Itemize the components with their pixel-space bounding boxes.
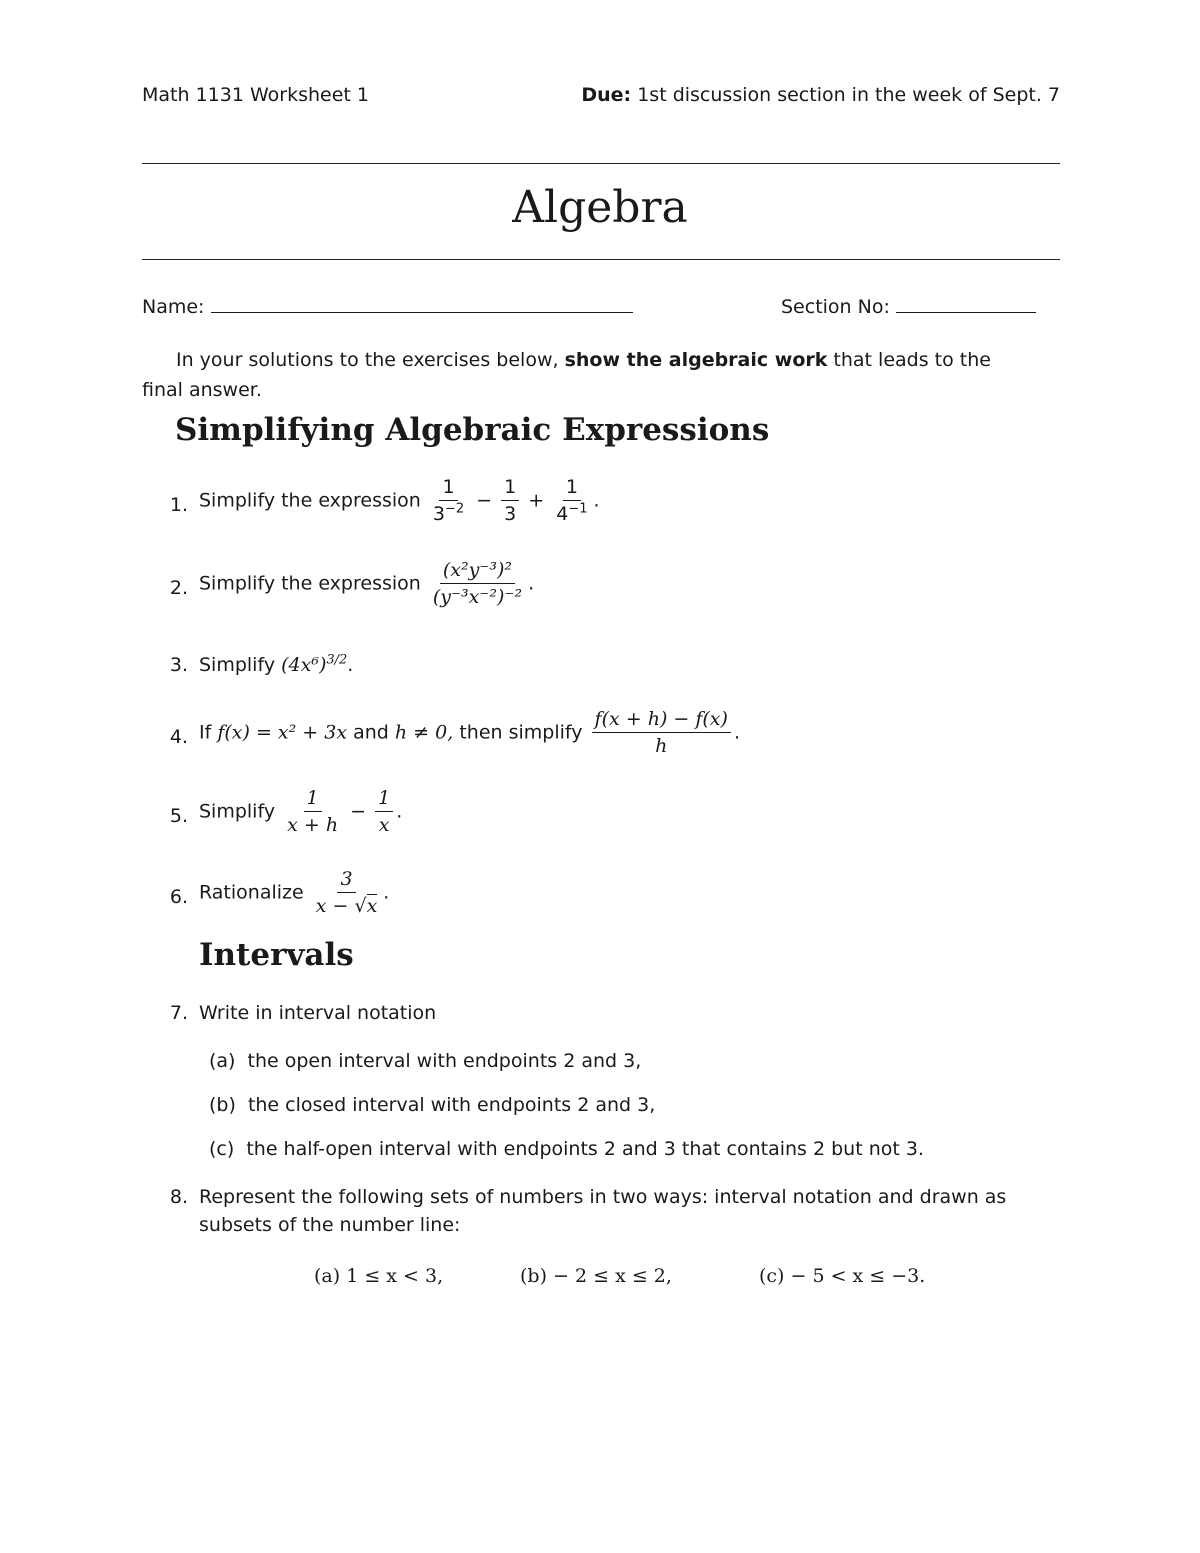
- then-text: then simplify: [459, 721, 583, 744]
- inequality-c: (c) − 5 < x ≤ −3.: [759, 1265, 926, 1287]
- problem-5-text: Simplify: [199, 800, 276, 823]
- denominator: x: [378, 814, 390, 836]
- numerator: f(x + h) − f(x): [592, 708, 731, 733]
- problem-2-text: Simplify the expression: [199, 572, 421, 595]
- denominator: x − √x: [315, 895, 378, 917]
- period: .: [396, 800, 403, 823]
- fraction: [313, 868, 381, 917]
- denominator-term: x −: [315, 895, 349, 917]
- problem-7-number: 7.: [169, 1002, 188, 1024]
- exponent: −1: [568, 501, 588, 517]
- name-field[interactable]: [142, 296, 633, 318]
- worksheet-label: Math 1131 Worksheet 1: [142, 84, 369, 106]
- denominator: [553, 501, 590, 525]
- numerator: 1: [501, 476, 519, 501]
- operator: −: [350, 800, 367, 823]
- name-blank[interactable]: [211, 312, 633, 313]
- sub-item-a: [209, 1050, 641, 1072]
- if-word: If: [199, 721, 212, 744]
- period: .: [383, 881, 390, 904]
- problem-1: [199, 476, 600, 525]
- period: .: [528, 572, 535, 595]
- problem-5: [199, 787, 402, 836]
- numerator: 1: [563, 476, 581, 501]
- denominator: [430, 501, 467, 525]
- problem-2: [199, 559, 534, 608]
- expression: (4x⁶): [281, 654, 327, 676]
- problem-6-text: Rationalize: [199, 881, 304, 904]
- top-rule: [142, 163, 1060, 164]
- section-heading-intervals: Intervals: [199, 937, 354, 973]
- problem-6: [199, 868, 389, 917]
- numerator: 1: [439, 476, 457, 501]
- problem-2-number: 2.: [169, 577, 188, 599]
- section-heading-simplifying: Simplifying Algebraic Expressions: [175, 412, 770, 448]
- numerator: (x²y⁻³)²: [440, 559, 515, 584]
- denominator: (y⁻³x⁻²)⁻²: [432, 586, 523, 608]
- fraction: [553, 476, 590, 525]
- fraction: [501, 476, 519, 525]
- problem-1-text: Simplify the expression: [199, 489, 421, 512]
- instructions-after: that leads to the: [833, 349, 991, 371]
- fraction: [375, 787, 393, 836]
- sub-item-c: [209, 1138, 924, 1160]
- instructions-before: In your solutions to the exercises below,: [176, 349, 559, 371]
- due-text: 1st discussion section in the week of Sept. 7: [637, 84, 1060, 106]
- sub-item-text: the closed interval with endpoints 2 and 3,: [247, 1094, 656, 1116]
- section-blank[interactable]: [896, 312, 1036, 313]
- instructions-line-1: [176, 349, 1060, 371]
- base: 3: [432, 503, 445, 525]
- problem-4-number: 4.: [169, 726, 188, 748]
- instructions-line-2: final answer.: [142, 379, 262, 401]
- denominator: h: [655, 735, 668, 757]
- operator: −: [476, 489, 493, 512]
- numerator: 3: [337, 868, 355, 893]
- period: .: [347, 654, 354, 676]
- inequality-b: (b) − 2 ≤ x ≤ 2,: [520, 1265, 672, 1287]
- inequality-a: (a) 1 ≤ x < 3,: [314, 1265, 444, 1287]
- and-word: and: [353, 721, 389, 744]
- exponent: −2: [444, 501, 465, 517]
- denominator: 3: [504, 503, 517, 525]
- name-label: Name:: [142, 296, 205, 318]
- numerator: 1: [375, 787, 393, 812]
- base: 4: [556, 503, 569, 525]
- problem-6-number: 6.: [169, 886, 188, 908]
- sub-item-b: [209, 1094, 655, 1116]
- problem-3-number: 3.: [169, 654, 188, 676]
- operator: +: [528, 489, 545, 512]
- fraction: [430, 559, 525, 608]
- sub-item-label: (a): [209, 1050, 236, 1072]
- problem-3-text: Simplify: [199, 654, 276, 676]
- sub-item-text: the half-open interval with endpoints 2 and 3 that contains 2 but not 3.: [246, 1138, 924, 1160]
- problem-8-line-1: Represent the following sets of numbers in two ways: interval notation and drawn as: [199, 1186, 1007, 1208]
- section-label: Section No:: [781, 296, 890, 318]
- problem-1-number: 1.: [169, 494, 188, 516]
- fraction: [592, 708, 731, 757]
- fraction: [430, 476, 467, 525]
- numerator: 1: [304, 787, 322, 812]
- due-line: [581, 84, 1060, 106]
- period: .: [733, 721, 740, 744]
- section-field[interactable]: [781, 296, 1036, 318]
- due-label: Due:: [581, 84, 632, 106]
- instructions-bold: show the algebraic work: [564, 349, 828, 371]
- radicand: x: [366, 895, 378, 917]
- sub-item-label: (c): [209, 1138, 235, 1160]
- problem-7-text: Write in interval notation: [199, 1002, 437, 1024]
- title-bottom-rule: [142, 259, 1060, 260]
- h-condition: h ≠ 0,: [394, 721, 454, 744]
- problem-8-line-2: subsets of the number line:: [199, 1214, 461, 1236]
- period: .: [593, 489, 600, 512]
- function-definition: f(x) = x² + 3x: [217, 721, 348, 744]
- sub-item-text: the open interval with endpoints 2 and 3,: [247, 1050, 642, 1072]
- problem-8-number: 8.: [169, 1186, 188, 1208]
- page-title: Algebra: [512, 182, 688, 233]
- problem-3: [199, 654, 353, 676]
- exponent: 3/2: [326, 652, 348, 668]
- problem-5-number: 5.: [169, 805, 188, 827]
- fraction: [284, 787, 341, 836]
- sub-item-label: (b): [209, 1094, 236, 1116]
- problem-4: [199, 708, 740, 757]
- denominator: x + h: [287, 814, 339, 836]
